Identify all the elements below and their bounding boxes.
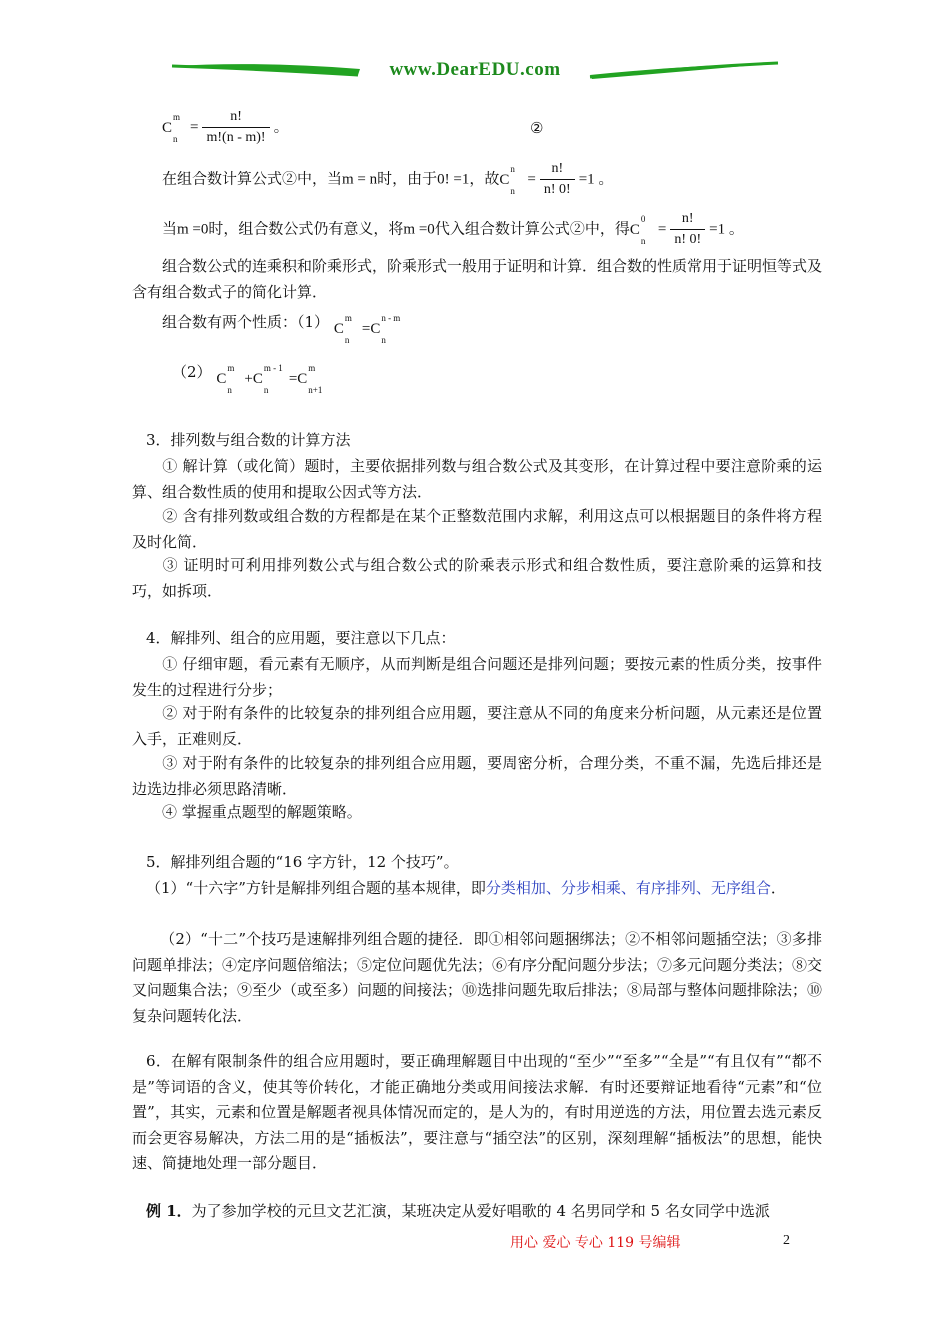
combination-symbol: C n - m n — [370, 313, 401, 345]
property-2-line: （2） C m n +C m - 1 n =C m n+1 — [172, 361, 331, 384]
mn-case-line: 在组合数计算公式②中，当m = n时，由于0! =1，故C n n = $\frac{n!}{n! 0!}$ =1 。 — [162, 161, 614, 197]
section-4-item-4: ④ 掌握重点题型的解题策略。 — [162, 803, 362, 821]
combination-symbol: C 0 n — [629, 213, 646, 246]
example-label: 例 1． — [146, 1202, 192, 1220]
combination-symbol: C m n+1 — [297, 363, 323, 395]
site-url: www.DearEDU.com — [389, 59, 561, 80]
combination-symbol: C m n — [216, 363, 235, 395]
combination-symbol: C m n — [333, 313, 352, 345]
section-6-paragraph: 6．在解有限制条件的组合应用题时，要正确理解题目中出现的“至少”“至多”“全是”“有且仅有”“都不是”等词语的含义，使其等价转化，才能正确地分类或用间接法求解．有时还要辩证地看待“元素”和“位置”，其实，元素和位置是解题者视具体情况而定的，是人为的，有时用逆选的方法，用位置去选元素反而会更容易解决，方法二用的是“插板法”，要注意与“插空法”的区别，深刻理解“插板法”的思想，能快速、简捷地处理一部分题目． — [132, 1052, 822, 1172]
section-4-item-1: ① 仔细审题，看元素有无顺序，从而判断是组合问题还是排列问题；要按元素的性质分类，按事件发生的过程进行分步； — [132, 655, 822, 699]
page-number: 2 — [783, 1233, 790, 1248]
section-3-item-3: ③ 证明时可利用排列数公式与组合数公式的阶乘表示形式和组合数性质，要注意阶乘的运算和技巧，如拆项． — [132, 556, 822, 600]
header-banner — [170, 55, 780, 89]
combination-symbol: C n n — [499, 163, 515, 196]
property-1-line: 组合数有两个性质：（1） C m n =C n - m n — [162, 311, 408, 334]
highlight-text: 分类相加、分步相乘、有序排列、无序组合 — [485, 879, 771, 897]
section-5-title: 5．解排列组合题的“16 字方针，12 个技巧”。 — [146, 853, 459, 871]
section-5-para-2: （2）“十二”个技巧是速解排列组合题的捷径．即①相邻问题捆绑法；②不相邻问题插空法；③多排问题单排法；④定序问题倍缩法；⑤定位问题优先法；⑥有序分配问题分步法；⑦多元问题分类法；⑧交叉问题集合法；⑨至少（或至多）问题的间接法；⑩选排问题先取后排法；⑧局部与整体问题排除法；⑩复杂问题转化法． — [132, 930, 823, 1025]
fraction: $\frac{n!}{m!(n - m)!}$ — [202, 108, 269, 147]
fraction: $\frac{n!}{n! 0!}$ — [670, 210, 705, 249]
section-3-item-1: ① 解计算（或化简）题时，主要依据排列数与组合数公式及其变形，在计算过程中要注意阶乘的运算、组合数性质的使用和提取公因式等方法． — [132, 457, 822, 501]
section-4-item-3: ③ 对于附有条件的比较复杂的排列组合应用题，要周密分析，合理分类，不重不漏，先选后排还是边选边排必须思路清晰． — [132, 754, 822, 798]
example-1-line: 例 1．为了参加学校的元旦文艺汇演，某班决定从爱好唱歌的 4 名男同学和 5 名女同学中选派 — [146, 1202, 770, 1220]
section-3-item-2: ② 含有排列数或组合数的方程都是在某个正整数范围内求解，利用这点可以根据题目的条件将方程及时化简． — [132, 507, 822, 551]
combination-symbol: C m n — [162, 111, 181, 144]
footer-text: 用心 爱心 专心 119 号编辑 — [510, 1235, 681, 1251]
section-3-title: 3．排列数与组合数的计算方法 — [146, 431, 351, 449]
formula-2-line: C m n = $\frac{n!}{m!(n - m)!}$ 。 — [162, 109, 289, 145]
fraction: $\frac{n!}{n! 0!}$ — [540, 160, 575, 199]
section-5-para-1: （1）“十六字”方针是解排列组合题的基本规律，即分类相加、分步相乘、有序排列、无序组合． — [146, 879, 786, 897]
section-4-title: 4．解排列、组合的应用题，要注意以下几点： — [146, 629, 456, 647]
formula-2-marker: ② — [530, 119, 544, 137]
m0-case-line: 当m =0时，组合数公式仍有意义，将m =0代入组合数计算公式②中，得C 0 n = $\frac{n!}{n! 0!}$ =1 。 — [162, 211, 744, 247]
paragraph-forms: 组合数公式的连乘积和阶乘形式，阶乘形式一般用于证明和计算．组合数的性质常用于证明恒等式及含有组合数式子的简化计算． — [132, 257, 823, 301]
section-4-item-2: ② 对于附有条件的比较复杂的排列组合应用题，要注意从不同的角度来分析问题，从元素还是位置入手，正难则反． — [132, 704, 822, 748]
combination-symbol: C m - 1 n — [252, 363, 283, 395]
